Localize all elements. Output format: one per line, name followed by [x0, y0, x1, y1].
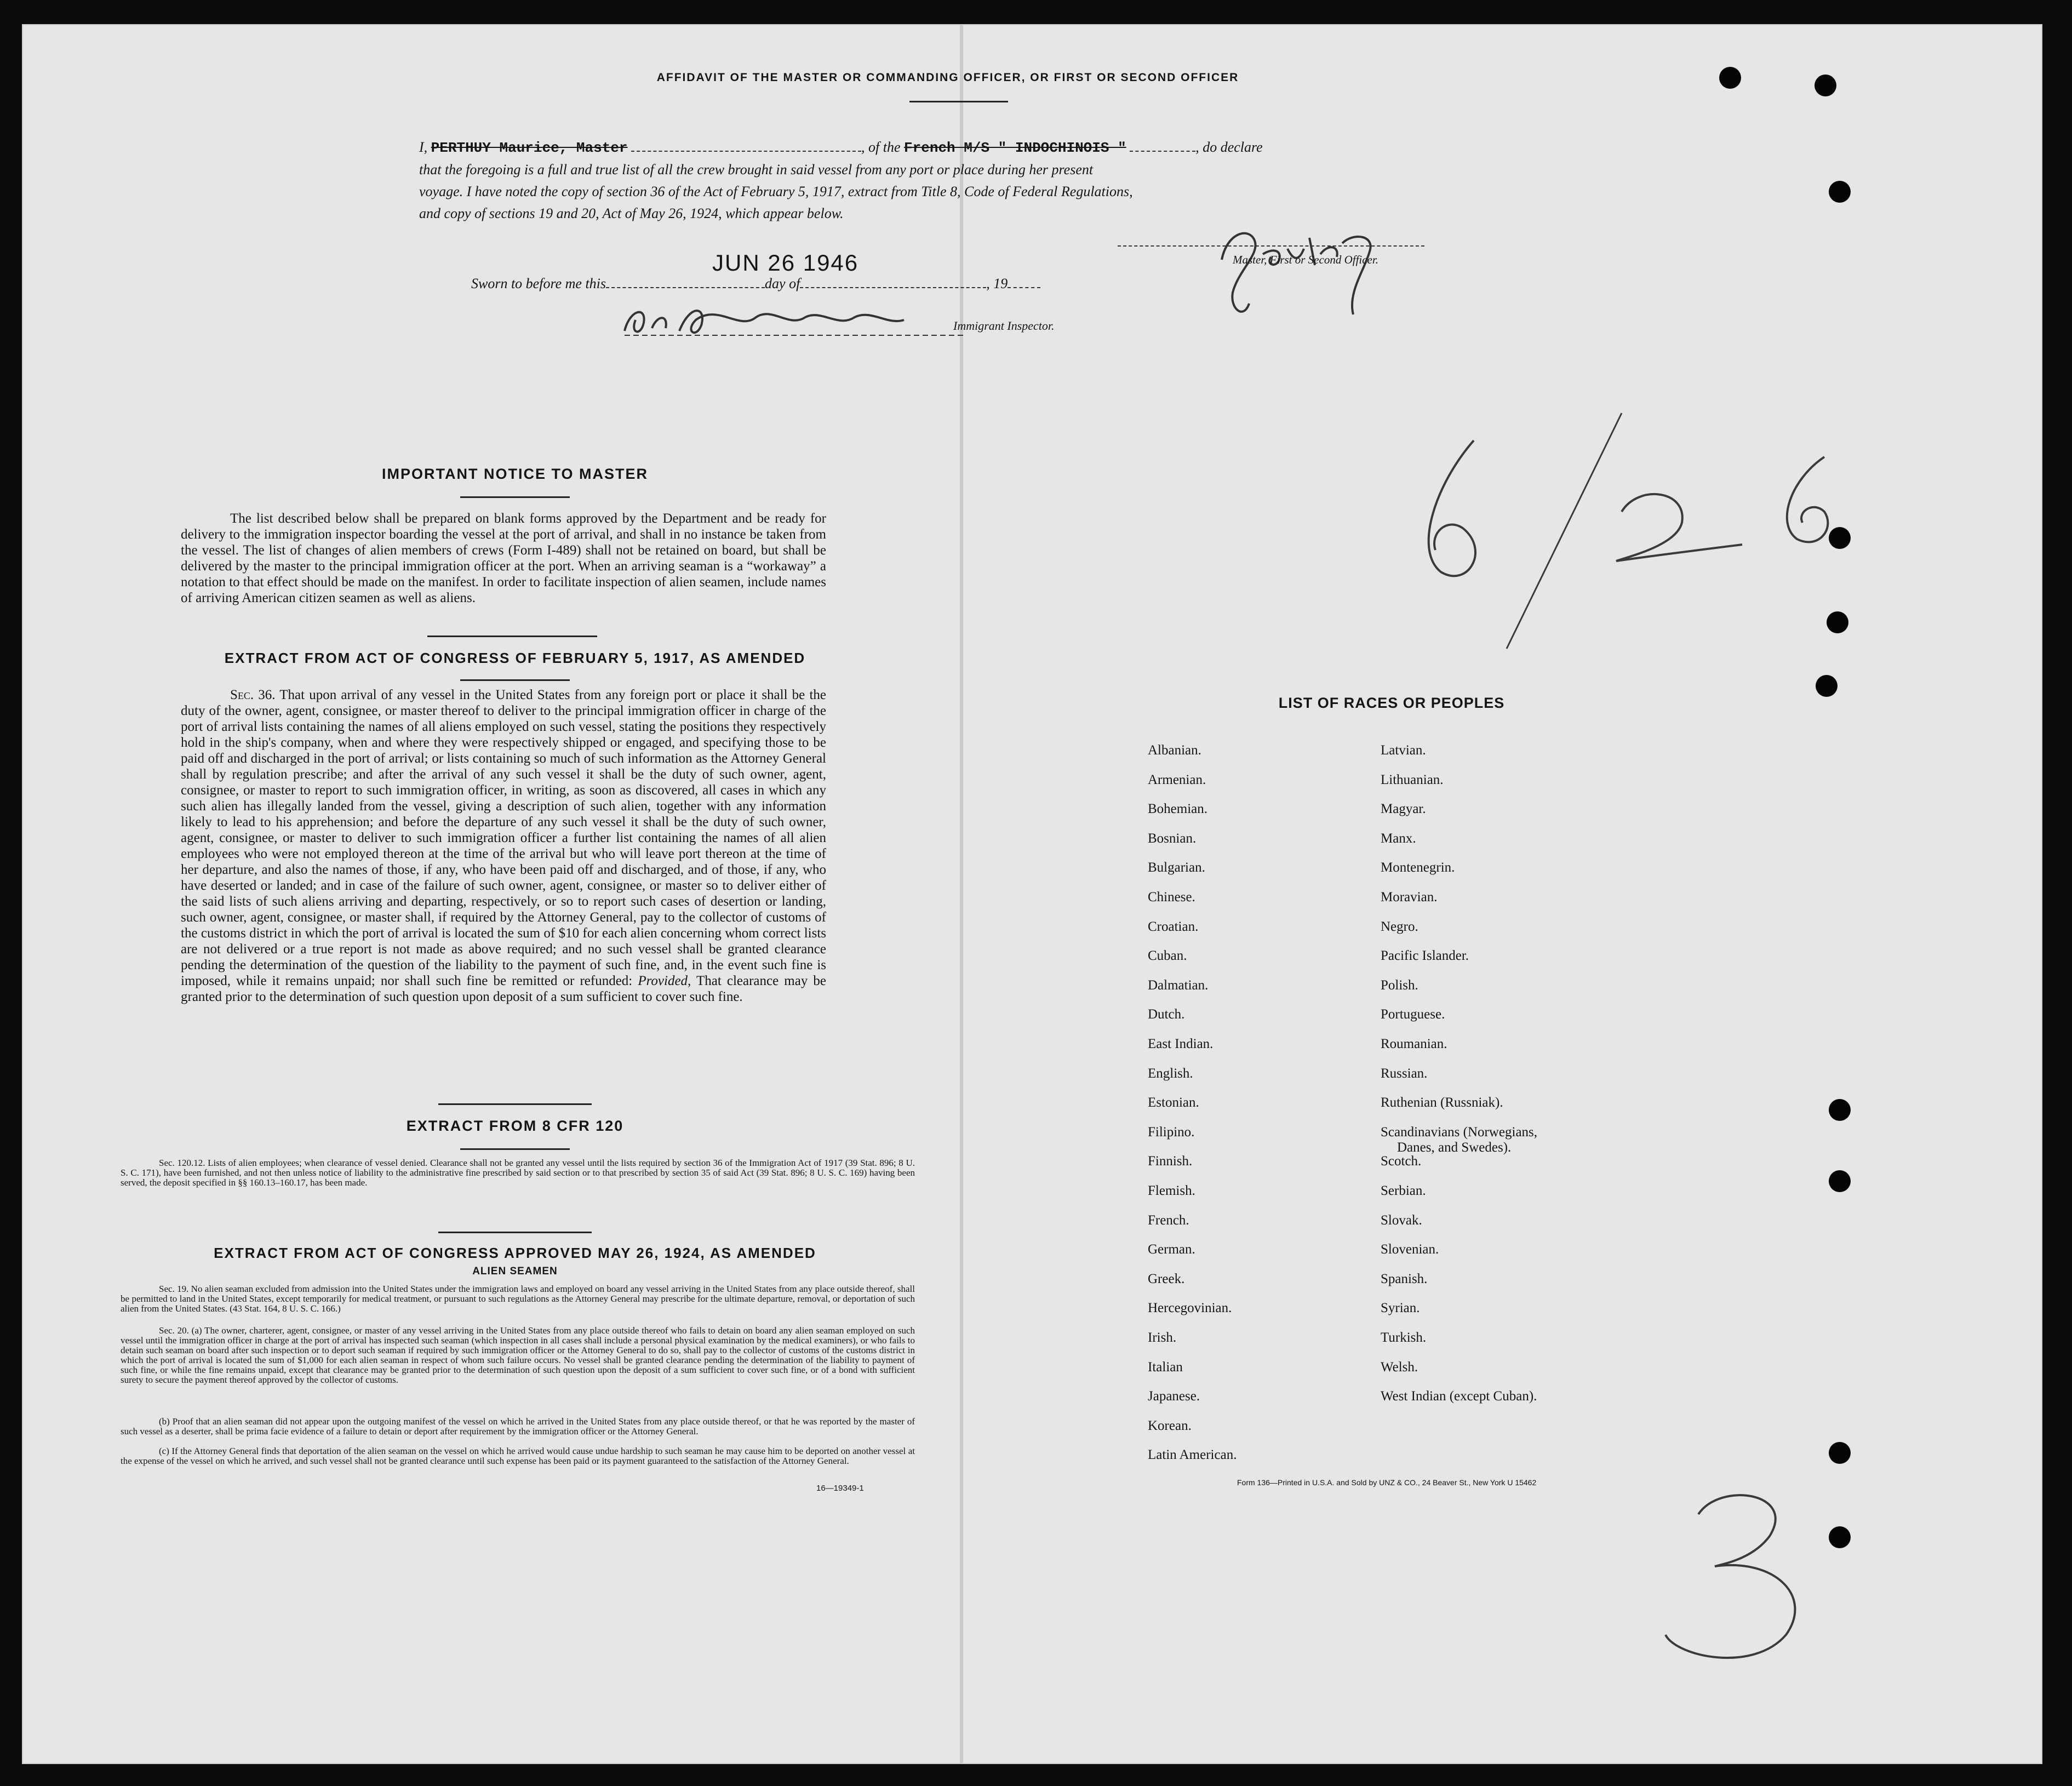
race-item: Slovak.	[1381, 1212, 1422, 1228]
cfr-body: Sec. 120.12. Lists of alien employees; when clearance of vessel denied. Clearance shall not be granted any vessel until the lists required by section 36 of the Immigration Act of 1917 (39 Stat. 896; 8 U. S. C. 171), have been furnished, and not then unless notice of liability to the administrative fine prescribed by said section or to that prescribed by section 35 of said Act (39 Stat. 896; 8 U. S. C. 169) having been served, the deposit specified in §§ 160.13–160.17, has been made.	[121, 1158, 915, 1188]
race-item: Latin American.	[1148, 1447, 1237, 1463]
race-item: Russian.	[1381, 1066, 1428, 1081]
race-item: Irish.	[1148, 1330, 1177, 1345]
master-caption: Master, First or Second Officer.	[1233, 253, 1378, 266]
race-item: German.	[1148, 1242, 1195, 1257]
vessel-name-field: French M/S " INDOCHINOIS "	[904, 140, 1126, 156]
race-item: Flemish.	[1148, 1183, 1195, 1198]
race-item: Bosnian.	[1148, 831, 1197, 846]
race-item: Dalmatian.	[1148, 977, 1209, 993]
race-item: Danes, and Swedes).	[1397, 1140, 1512, 1155]
race-item: Scotch.	[1381, 1154, 1422, 1169]
cfr-title: EXTRACT FROM 8 CFR 120	[406, 1118, 624, 1134]
race-item: Polish.	[1381, 977, 1418, 993]
race-item: West Indian (except Cuban).	[1381, 1389, 1537, 1404]
race-item: Negro.	[1381, 919, 1418, 934]
race-item: Serbian.	[1381, 1183, 1426, 1198]
race-item: Roumanian.	[1381, 1037, 1447, 1051]
date-stamp: JUN 26 1946	[712, 250, 859, 276]
race-item: Moravian.	[1381, 890, 1438, 905]
race-item: Lithuanian.	[1381, 772, 1444, 787]
race-item: Bohemian.	[1148, 802, 1208, 817]
race-item: Japanese.	[1148, 1389, 1200, 1404]
race-item: Croatian.	[1148, 919, 1199, 934]
race-item: Portuguese.	[1381, 1007, 1445, 1022]
race-item: Finnish.	[1148, 1154, 1193, 1169]
punch-hole	[1816, 675, 1838, 697]
section-rule	[427, 636, 597, 637]
punch-hole	[1829, 181, 1851, 203]
section-rule-2	[438, 1103, 592, 1105]
race-item: Dutch.	[1148, 1007, 1185, 1022]
punch-hole	[1829, 1170, 1851, 1192]
inspector-caption: Immigrant Inspector.	[953, 319, 1055, 333]
race-item: Italian	[1148, 1359, 1183, 1375]
inspector-signature	[614, 298, 964, 342]
race-item: Bulgarian.	[1148, 860, 1205, 875]
race-item: Magyar.	[1381, 802, 1426, 817]
punch-hole	[1815, 75, 1836, 96]
race-item: Albanian.	[1148, 743, 1201, 758]
extract-1924-sec20a: Sec. 20. (a) The owner, charterer, agent, consignee, or master of any vessel arriving in the United States from any place outside thereof who fails to detain on board any alien seaman employed on such vessel until the immigration officer in charge at the port of arrival has inspected such seaman (which inspection in all cases shall include a personal physical examination by the medical examiners), or who fails to detain such seaman on board after such inspection or to deport such seaman if required by such immigration officer or the Attorney General to do so, shall pay to the collector of customs of the customs district in which the port of arrival is located the sum of $1,000 for each alien seaman in respect of whom such failure occurs. No vessel shall be granted clearance pending the determination of the liability to payment of such fine, or while the fine remains unpaid, except that clearance may be granted prior to the determination of such question upon the deposit of a sum sufficient to cover such fine, or of a bond with sufficient surety to secure the payment thereof approved by the collector of customs.	[121, 1325, 915, 1385]
form-code: 16—19349-1	[816, 1484, 864, 1493]
extract-1917-rule	[460, 679, 570, 681]
extract-1924-sec20b: (b) Proof that an alien seaman did not appear upon the outgoing manifest of the vessel on which he arrived in the United States from any place outside thereof, or that he was reported by the master of such vessel as a deserter, shall be prima facie evidence of a failure to detain or deport after requirement by the immigration officer or the Attorney General.	[121, 1416, 915, 1436]
race-item: Cuban.	[1148, 948, 1187, 964]
extract-1924-subtitle: ALIEN SEAMEN	[472, 1266, 558, 1277]
notice-rule	[460, 496, 570, 498]
cfr-rule	[460, 1148, 570, 1150]
race-item: Slovenian.	[1381, 1242, 1439, 1257]
punch-hole	[1829, 527, 1851, 549]
extract-1917-title: EXTRACT FROM ACT OF CONGRESS OF FEBRUARY 5, 1917, AS AMENDED	[224, 650, 806, 666]
master-name-field: PERTHUY Maurice, Master	[431, 140, 628, 156]
race-item: Filipino.	[1148, 1124, 1195, 1140]
notice-title: IMPORTANT NOTICE TO MASTER	[382, 466, 648, 482]
affidavit-title: AFFIDAVIT OF THE MASTER OR COMMANDING OFFICER, OR FIRST OR SECOND OFFICER	[656, 71, 1239, 84]
race-item: Hercegovinian.	[1148, 1301, 1232, 1316]
race-item: Ruthenian (Russniak).	[1381, 1095, 1503, 1110]
race-item: Turkish.	[1381, 1330, 1427, 1345]
race-item: East Indian.	[1148, 1037, 1214, 1051]
race-item: Greek.	[1148, 1271, 1185, 1286]
extract-1924-title: EXTRACT FROM ACT OF CONGRESS APPROVED MAY 26, 1924, AS AMENDED	[214, 1245, 816, 1261]
handwritten-date	[1392, 408, 1885, 671]
punch-hole	[1827, 611, 1848, 633]
extract-1924-sec19: Sec. 19. No alien seaman excluded from admission into the United States under the immigration laws and employed on board any vessel arriving in the United States from any place outside thereof, shall be permitted to land in the United States, except temporarily for medical treatment, or pursuant to such regulations as the Attorney General may prescribe for the ultimate departure, removal, or deportation of such alien from the United States. (43 Stat. 164, 8 U. S. C. 166.)	[121, 1284, 915, 1314]
race-item: Scandinavians (Norwegians,	[1381, 1124, 1538, 1140]
race-item: Montenegrin.	[1381, 860, 1455, 875]
race-item: French.	[1148, 1212, 1189, 1228]
race-item: Chinese.	[1148, 890, 1195, 905]
races-title: LIST OF RACES OR PEOPLES	[1278, 695, 1505, 711]
master-signature	[1211, 210, 1430, 325]
race-item: Syrian.	[1381, 1301, 1420, 1316]
race-item: Estonian.	[1148, 1095, 1199, 1110]
printer-footer: Form 136—Printed in U.S.A. and Sold by UNZ & CO., 24 Beaver St., New York U 15462	[1237, 1478, 1537, 1487]
declaration-line-1: I, PERTHUY Maurice, Master , of the French M/S " INDOCHINOIS " , do declare	[419, 139, 1263, 156]
declaration-line-3: voyage. I have noted the copy of section 36 of the Act of February 5, 1917, extract from Title 8, Code of Federal Regulations,	[419, 184, 1133, 199]
punch-hole	[1829, 1099, 1851, 1121]
punch-hole	[1719, 67, 1741, 89]
race-item: English.	[1148, 1066, 1193, 1081]
race-item: Armenian.	[1148, 772, 1206, 787]
race-item: Korean.	[1148, 1418, 1192, 1433]
title-rule	[909, 101, 1008, 102]
extract-1924-sec20c: (c) If the Attorney General finds that deportation of the alien seaman on the vessel on which he arrived would cause undue hardship to such seaman he may cause him to be deported on another vessel at the expense of the vessel on which he arrived, and such vessel shall not be granted clearance until such expense has been paid or its payment guaranteed to the satisfaction of the Attorney General.	[121, 1446, 915, 1466]
punch-hole	[1829, 1526, 1851, 1548]
section-rule-3	[438, 1232, 592, 1233]
declaration-line-4: and copy of sections 19 and 20, Act of May 26, 1924, which appear below.	[419, 205, 844, 221]
race-item: Manx.	[1381, 831, 1416, 846]
punch-hole	[1829, 1442, 1851, 1464]
handwritten-page-number	[1633, 1470, 1863, 1690]
race-item: Spanish.	[1381, 1271, 1428, 1286]
race-item: Pacific Islander.	[1381, 948, 1469, 964]
declaration-line-2: that the foregoing is a full and true list of all the crew brought in said vessel from any port or place during her present	[419, 162, 1094, 178]
extract-1917-body: Sec. 36. That upon arrival of any vessel in the United States from any foreign port or place it shall be the duty of the owner, agent, consignee, or master thereof to deliver to the principal immigration officer in charge of the port of arrival lists containing the names of all aliens employed on such vessel, stating the positions they respectively hold in the ship's company, when and where they were respectively shipped or engaged, and specifying those to be paid off and discharged in the port of arrival; or lists containing so much of such information as the Attorney General shall by regulation prescribe; and after the arrival of any such vessel it shall be the duty of such owner, agent, consignee, or master to report to such immigration officer, in writing, as soon as discovered, all cases in which any such alien has illegally landed from the vessel, giving a description of such alien, together with any information likely to lead to his apprehension; and before the departure of any such vessel it shall be the duty of such owner, agent, consignee, or master to deliver to such immigration officer a further list containing the names of all alien employees who were not employed thereon at the time of the arrival but who will leave port thereon at the time of her departure, and also the names of those, if any, who have been paid off and discharged, and of those, if any, who have deserted or landed; and in case of the failure of such owner, agent, consignee, or master so to deliver either of the said lists of such aliens arriving and departing, respectively, or so to report such cases of desertion or landing, such owner, agent, consignee, or master shall, if required by the Attorney General, pay to the collector of customs of the customs district in which the port of arrival is located the sum of $10 for each alien concerning whom correct lists are not delivered or a true report is not made as above required; and no such vessel shall be granted clearance pending the determination of the question of the liability to the payment of such fine, and, in the event such fine is imposed, while it remains unpaid; nor shall such fine be remitted or refunded: Provided, That clearance may be granted prior to the determination of such question upon deposit of a sum sufficient to cover such fine.	[181, 688, 826, 1004]
sworn-line: Sworn to before me this day of , 19	[471, 275, 1040, 292]
race-item: Latvian.	[1381, 743, 1426, 758]
notice-body: The list described below shall be prepared on blank forms approved by the Department and be ready for delivery to the immigration inspector boarding the vessel at the port of arrival, and shall in no instance be taken from the vessel. The list of changes of alien members of crews (Form I-489) shall not be retained on board, but shall be delivered by the master to the principal immigration officer at the port. When an arriving seaman is a “workaway” a notation to that effect should be made on the manifest. In order to facilitate inspection of alien seamen, include names of arriving American citizen seamen as well as aliens.	[181, 511, 826, 605]
document-page	[22, 24, 2042, 1764]
race-item: Welsh.	[1381, 1359, 1418, 1375]
